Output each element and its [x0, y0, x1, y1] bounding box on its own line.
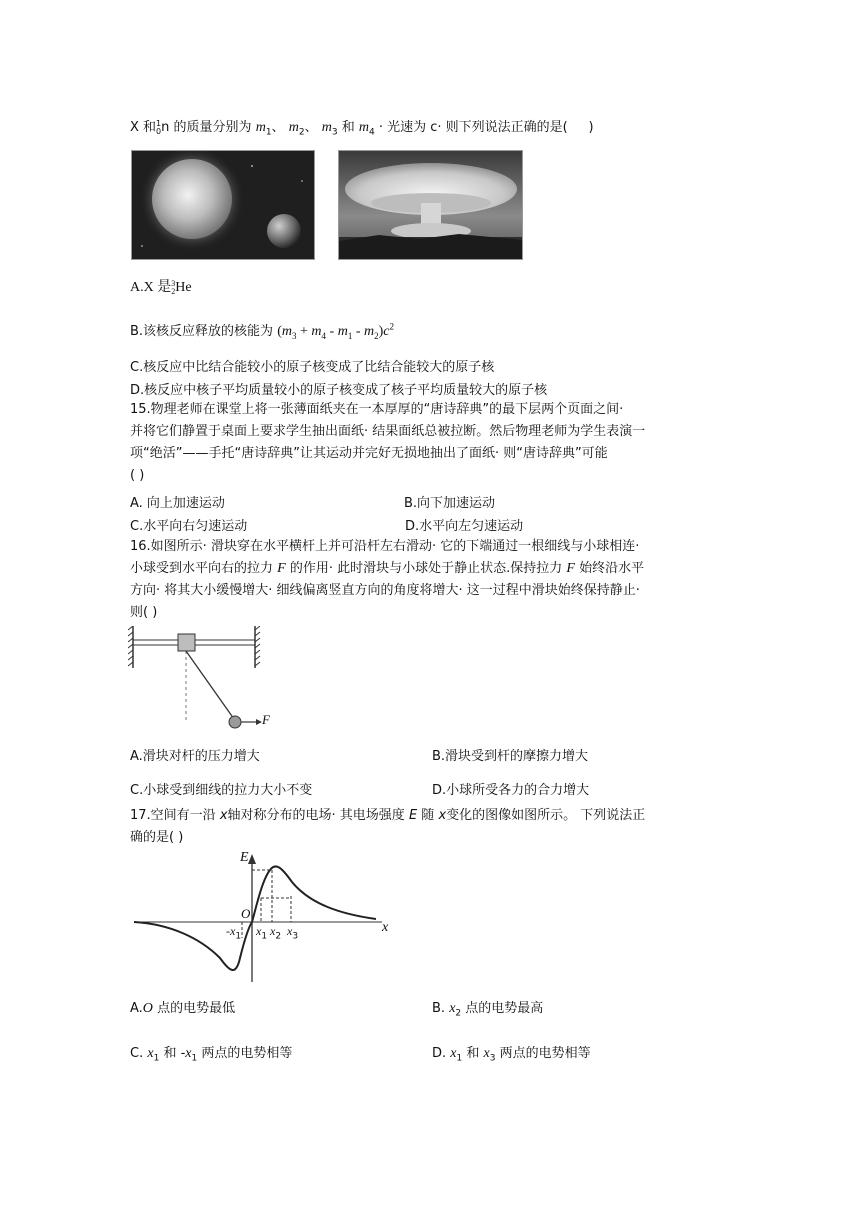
q17-text: 轴对称分布的电场· 其电场强度 [227, 808, 405, 823]
option-label: A. [130, 1001, 143, 1016]
q16-line: 方向· 将其大小缓慢增大· 细线偏离竖直方向的角度将增大· 这一过程中滑块始终保持静止· [130, 583, 640, 598]
mass-m1: m [255, 120, 266, 135]
q16-text: 始终沿水平 [579, 561, 645, 576]
and-word: 和 [341, 120, 355, 135]
q15-option-d: D.水平向左匀速运动 [405, 519, 524, 534]
neutron-mass-number: 1 [156, 118, 162, 128]
option-a-label: A.X 是 [130, 280, 172, 295]
neutron-symbol: n [161, 120, 170, 135]
q17-line: 确的是( ) [130, 830, 184, 845]
q14-stem-part: · 光速为 c· 则下列说法正确的是( [378, 120, 568, 135]
q14-option-d: D.核反应中核子平均质量较小的原子核变成了核子平均质量较大的原子核 [130, 383, 548, 398]
q14-option-a [130, 276, 192, 296]
mushroom-cloud-photo [338, 150, 523, 260]
q17-text: 随 [421, 808, 435, 823]
q15-line: 15.物理老师在课堂上将一张薄面纸夹在一本厚厚的“唐诗辞典”的最下层两个页面之间· [130, 402, 624, 417]
point-x2: x [449, 1001, 456, 1016]
E-symbol: E [408, 808, 418, 823]
tick-x2: $x_2$ [270, 924, 282, 942]
q16-stem [130, 536, 644, 624]
q15-line: ( ) [130, 468, 145, 483]
q14-stem-part: 的质量分别为 [173, 120, 252, 135]
option-text: 点的电势最高 [465, 1001, 544, 1016]
q16-line: 16.如图所示· 滑块穿在水平横杆上并可沿杆左右滑动· 它的下端通过一根细线与小球相连· [130, 539, 640, 554]
paren: ) [588, 120, 594, 135]
option-text: 点的电势最低 [157, 1001, 236, 1016]
point-O: O [142, 1001, 153, 1016]
q15-line: 并将它们静置于桌面上要求学生抽出面纸· 结果面纸总被拉断。然后物理老师为学生表演一 [130, 424, 646, 439]
sep: 、 [271, 120, 285, 135]
q14-option-c: C.核反应中比结合能较小的原子核变成了比结合能较大的原子核 [130, 360, 495, 375]
tick-neg-x1: $-x_1$ [226, 924, 242, 942]
graph-x-label: x [382, 920, 389, 935]
he-charge-number: 2 [171, 286, 176, 296]
q17-line [130, 805, 645, 827]
q16-line: 则( ) [130, 605, 158, 620]
q14-stem: X 和1 0n 的质量分别为 $m_1$、 $m_2$、 $m_3$ 和 $m_4$ · 光速为 c· 则下列说法正确的是( ) [130, 118, 594, 138]
x-symbol: x [438, 808, 447, 823]
point-x3: x [483, 1046, 490, 1061]
x-symbol: x [219, 808, 228, 823]
q14-option-b [130, 320, 394, 341]
q15-option-b: B.向下加速运动 [404, 496, 496, 511]
q17-option-b: B. $x_2$ 点的电势最高 [432, 1001, 544, 1019]
option-b-label: B.该核反应释放的核能为 [130, 324, 274, 339]
graph-E-label: E [240, 850, 249, 865]
option-text: 两点的电势相等 [201, 1046, 293, 1061]
slider-rod-figure [128, 626, 268, 734]
q17-text: 17.空间有一沿 [130, 808, 216, 823]
q16-text: 的作用· 此时滑块与小球处于静止状态.保持拉力 [289, 561, 563, 576]
q17-stem [130, 805, 645, 849]
q15-option-c: C.水平向右匀速运动 [130, 519, 248, 534]
point-x1: x [450, 1046, 457, 1061]
q16-option-c: C.小球受到细线的拉力大小不变 [130, 783, 313, 798]
option-label: B. [432, 1001, 446, 1016]
mass-m4: m [358, 120, 369, 135]
q16-option-a: A.滑块对杆的压力增大 [130, 749, 260, 764]
q16-option-d: D.小球所受各力的合力增大 [432, 783, 590, 798]
mass-m3: m [321, 120, 332, 135]
sep: 、 [304, 120, 318, 135]
q15-option-a: A. 向上加速运动 [130, 496, 225, 511]
q16-text: 小球受到水平向右的拉力 [130, 561, 274, 576]
q15-line: 项“绝活”——手托“唐诗辞典”让其运动并完好无损地抽出了面纸· 则“唐诗辞典”可能 [130, 446, 608, 461]
option-label: C. [130, 1046, 144, 1061]
tick-x3: $x_3$ [287, 924, 299, 942]
force-symbol: F [566, 561, 575, 576]
q17-text: 变化的图像如图所示。 下列说法正 [446, 808, 646, 823]
he-mass-number: 3 [171, 278, 176, 288]
q14-stem-part: X 和 [130, 120, 157, 135]
graph-origin-label: O [241, 906, 251, 921]
e-field-graph [130, 848, 396, 988]
option-text: 和 - [163, 1046, 186, 1061]
q16-line [130, 558, 644, 580]
he-symbol: He [175, 280, 192, 295]
q17-option-a [130, 997, 235, 1017]
force-label: F [262, 712, 270, 727]
option-text: 和 [466, 1046, 480, 1061]
q17-option-c: C. $x_1$ 和 $-x_1$ 两点的电势相等 [130, 1046, 293, 1064]
q16-option-b: B.滑块受到杆的摩擦力增大 [432, 749, 589, 764]
force-symbol: F [277, 561, 286, 576]
point-x1: x [147, 1046, 154, 1061]
mass-m2: m [288, 120, 299, 135]
q17-option-d: D. $x_1$ 和 $x_3$ 两点的电势相等 [432, 1046, 591, 1064]
q15-stem [130, 399, 645, 487]
tick-x1: $x_1$ [256, 924, 268, 942]
option-label: D. [432, 1046, 447, 1061]
neutron-charge-number: 0 [156, 126, 162, 136]
energy-formula: $(m_3 + m_4 - m_1 - m_2)c^2$ [277, 321, 395, 341]
option-text: 两点的电势相等 [499, 1046, 591, 1061]
point-neg-x1: x [185, 1046, 192, 1061]
sun-earth-photo [131, 150, 315, 260]
